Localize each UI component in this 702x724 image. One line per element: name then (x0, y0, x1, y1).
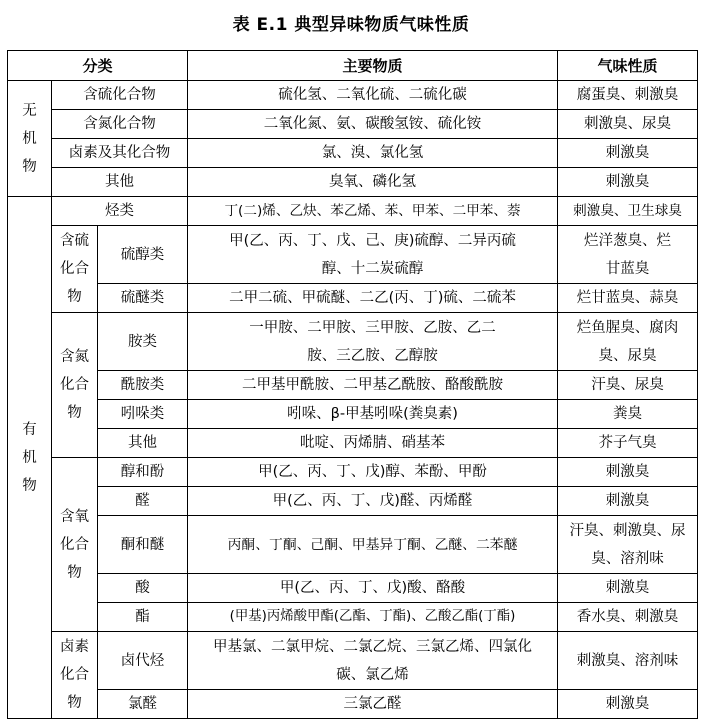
substances-cell: 二甲基甲酰胺、二甲基乙酰胺、酪酸酰胺 (188, 371, 558, 400)
table-row (8, 400, 698, 429)
subcategory-cell: 醇和酚 (98, 458, 188, 487)
header-category: 分类 (8, 51, 188, 81)
table-row (8, 690, 698, 719)
table-row (8, 110, 698, 139)
table-row (8, 313, 698, 371)
table-title: 表 E.1 典型异味物质气味性质 (232, 15, 470, 35)
subcategory-cell: 含硫化合物 (52, 81, 188, 110)
substances-cell: 一甲胺、二甲胺、三甲胺、乙胺、乙二胺、三乙胺、乙醇胺 (188, 313, 558, 371)
subcategory-cell: 酸 (98, 574, 188, 603)
table-row (8, 574, 698, 603)
substances-cell: (甲基)丙烯酸甲酯(乙酯、丁酯)、乙酸乙酯(丁酯) (188, 603, 558, 632)
substances-cell: 甲(乙、丙、丁、戊)醛、丙烯醛 (188, 487, 558, 516)
substances-cell: 甲基氯、二氯甲烷、二氯乙烷、三氯乙烯、四氯化碳、氯乙烯 (188, 632, 558, 690)
substances-cell: 甲(乙、丙、丁、戊)醇、苯酚、甲酚 (188, 458, 558, 487)
subcategory-cell: 胺类 (98, 313, 188, 371)
subcategory-cell: 酯 (98, 603, 188, 632)
header-substances: 主要物质 (188, 51, 558, 81)
substances-cell: 硫化氢、二氧化硫、二硫化碳 (188, 81, 558, 110)
odor-cell: 烂鱼腥臭、腐肉臭、尿臭 (558, 313, 698, 371)
table-row (8, 603, 698, 632)
subgroup-label-nitrogen: 含氮化合物 (52, 313, 98, 458)
substances-cell: 吡啶、丙烯腈、硝基苯 (188, 429, 558, 458)
substances-cell: 三氯乙醛 (188, 690, 558, 719)
subcategory-cell: 其他 (98, 429, 188, 458)
odor-cell: 汗臭、刺激臭、尿臭、溶剂味 (558, 516, 698, 574)
table-row (8, 139, 698, 168)
table-row (8, 458, 698, 487)
subcategory-cell: 卤代烃 (98, 632, 188, 690)
odor-cell: 刺激臭 (558, 139, 698, 168)
substances-cell: 甲(乙、丙、丁、戊)酸、酪酸 (188, 574, 558, 603)
odor-cell: 刺激臭 (558, 458, 698, 487)
table-row (8, 371, 698, 400)
table-row (8, 168, 698, 197)
substances-cell: 丙酮、丁酮、己酮、甲基异丁酮、乙醚、二苯醚 (188, 516, 558, 574)
table-row (8, 197, 698, 226)
table-row (8, 429, 698, 458)
substances-cell: 吲哚、β-甲基吲哚(粪臭素) (188, 400, 558, 429)
subcategory-cell: 烃类 (52, 197, 188, 226)
group-label-inorganic: 无机物 (8, 81, 52, 197)
odor-cell: 香水臭、刺激臭 (558, 603, 698, 632)
odor-cell: 刺激臭、尿臭 (558, 110, 698, 139)
substances-cell: 臭氧、磷化氢 (188, 168, 558, 197)
odor-table (7, 50, 698, 719)
subcategory-cell: 酰胺类 (98, 371, 188, 400)
odor-cell: 刺激臭、卫生球臭 (558, 197, 698, 226)
subcategory-cell: 吲哚类 (98, 400, 188, 429)
subcategory-cell: 卤素及其化合物 (52, 139, 188, 168)
odor-cell: 烂甘蓝臭、蒜臭 (558, 284, 698, 313)
odor-cell: 刺激臭 (558, 574, 698, 603)
subcategory-cell: 含氮化合物 (52, 110, 188, 139)
substances-cell: 二氧化氮、氨、碳酸氢铵、硫化铵 (188, 110, 558, 139)
table-row (8, 226, 698, 284)
subcategory-cell: 酮和醚 (98, 516, 188, 574)
subcategory-cell: 醛 (98, 487, 188, 516)
substances-cell: 丁(二)烯、乙炔、苯乙烯、苯、甲苯、二甲苯、萘 (188, 197, 558, 226)
substances-cell: 氯、溴、氯化氢 (188, 139, 558, 168)
table-row (8, 516, 698, 574)
subcategory-cell: 硫醇类 (98, 226, 188, 284)
table-row (8, 632, 698, 690)
odor-cell: 刺激臭 (558, 168, 698, 197)
odor-cell: 腐蛋臭、刺激臭 (558, 81, 698, 110)
odor-cell: 烂洋葱臭、烂甘蓝臭 (558, 226, 698, 284)
subgroup-label-oxygen: 含氧化合物 (52, 458, 98, 632)
odor-cell: 芥子气臭 (558, 429, 698, 458)
subgroup-label-halogen: 卤素化合物 (52, 632, 98, 719)
substances-cell: 二甲二硫、甲硫醚、二乙(丙、丁)硫、二硫苯 (188, 284, 558, 313)
subgroup-label-sulfur: 含硫化合物 (52, 226, 98, 313)
odor-cell: 刺激臭 (558, 690, 698, 719)
odor-cell: 粪臭 (558, 400, 698, 429)
table-row (8, 284, 698, 313)
odor-cell: 刺激臭、溶剂味 (558, 632, 698, 690)
header-odor: 气味性质 (558, 51, 698, 81)
odor-cell: 刺激臭 (558, 487, 698, 516)
subcategory-cell: 氯醛 (98, 690, 188, 719)
table-row (8, 487, 698, 516)
substances-cell: 甲(乙、丙、丁、戊、己、庚)硫醇、二异丙硫醇、十二炭硫醇 (188, 226, 558, 284)
group-label-organic: 有机物 (8, 197, 52, 719)
odor-cell: 汗臭、尿臭 (558, 371, 698, 400)
subcategory-cell: 其他 (52, 168, 188, 197)
header-row (8, 51, 698, 81)
table-row (8, 81, 698, 110)
subcategory-cell: 硫醚类 (98, 284, 188, 313)
